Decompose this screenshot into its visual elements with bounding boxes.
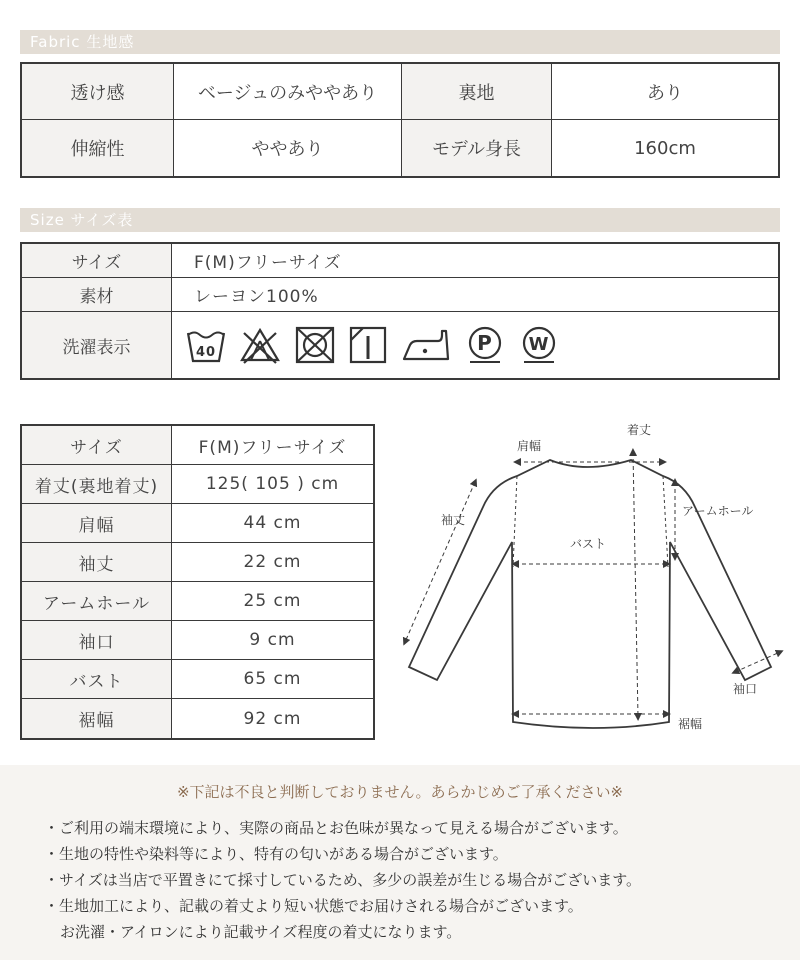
measure-value-bust: 65 cm bbox=[172, 660, 373, 699]
measure-value-hem: 92 cm bbox=[243, 708, 302, 729]
fabric-label-model-height: モデル身長 bbox=[402, 120, 552, 176]
wet-clean-letter: W bbox=[528, 334, 550, 355]
fabric-label-transparency: 透け感 bbox=[22, 64, 174, 120]
fabric-value-lining: あり bbox=[552, 64, 778, 120]
size-section-header: Size サイズ表 bbox=[20, 208, 780, 232]
measure-label-hem: 裾幅 bbox=[22, 699, 172, 738]
size-label: サイズ bbox=[22, 244, 172, 278]
measurement-table bbox=[20, 424, 375, 740]
fabric-value-stretch: ややあり bbox=[174, 120, 402, 176]
measure-label-shoulder: 肩幅 bbox=[22, 504, 172, 543]
care-label: 洗濯表示 bbox=[22, 312, 172, 378]
diagram-label-sleeve: 袖丈 bbox=[441, 513, 466, 527]
size-value: F(M)フリーサイズ bbox=[172, 244, 778, 278]
fabric-table bbox=[20, 62, 780, 178]
garment-diagram bbox=[395, 412, 785, 742]
measure-label-sleeve: 袖丈 bbox=[22, 543, 172, 582]
garment-outline bbox=[409, 460, 771, 728]
notes-list bbox=[44, 815, 641, 945]
diagram-label-shoulder: 肩幅 bbox=[517, 439, 542, 453]
note-item: ・サイズは当店で平置きにて採寸しているため、多少の誤差が生じる場合がございます。 bbox=[44, 871, 642, 889]
diagram-label-cuff: 袖口 bbox=[733, 682, 758, 696]
measure-label-cuff: 袖口 bbox=[22, 621, 172, 660]
line-dry-shade-icon bbox=[348, 325, 388, 365]
note-continuation: お洗濯・アイロンにより記載サイズ程度の着丈になります。 bbox=[60, 923, 462, 941]
notes-heading: ※下記は不良と判断しておりません。あらかじめご了承ください※ bbox=[176, 783, 624, 801]
measure-value-shoulder: 44 cm bbox=[172, 504, 373, 543]
measure-value-cuff: 9 cm bbox=[172, 621, 373, 660]
diagram-label-bust: バスト bbox=[570, 537, 607, 551]
measure-label-bust: バスト bbox=[22, 660, 172, 699]
wash-40-icon bbox=[186, 325, 226, 365]
care-icons-row bbox=[172, 312, 778, 378]
note-item: ・生地加工により、記載の着丈より短い状態でお届けされる場合がございます。 bbox=[44, 897, 583, 915]
diagram-label-armhole: アームホール bbox=[682, 504, 754, 518]
wash-temperature-text: 40 bbox=[195, 345, 217, 360]
measure-value-length: 125( 105 ) cm bbox=[172, 465, 373, 504]
measure-label-length: 着丈(裏地着丈) bbox=[22, 465, 172, 504]
diagram-label-hem: 裾幅 bbox=[678, 717, 703, 731]
note-item: ・生地の特性や染料等により、特有の匂いがある場合がございます。 bbox=[44, 845, 508, 863]
note-item: ・ご利用の端末環境により、実際の商品とお色味が異なって見える場合がございます。 bbox=[44, 819, 628, 837]
dry-clean-p-icon bbox=[464, 325, 506, 365]
fabric-value-model-height: 160cm bbox=[634, 137, 696, 159]
wet-clean-w-icon bbox=[518, 325, 560, 365]
measure-header-value: F(M)フリーサイズ bbox=[172, 426, 373, 465]
material-label: 素材 bbox=[22, 278, 172, 312]
measure-value-armhole: 25 cm bbox=[172, 582, 373, 621]
no-tumble-dry-icon bbox=[294, 325, 336, 365]
iron-low-icon bbox=[400, 325, 452, 365]
measure-value-sleeve: 22 cm bbox=[172, 543, 373, 582]
measure-label-armhole: アームホール bbox=[22, 582, 172, 621]
diagram-label-length: 着丈 bbox=[627, 423, 652, 437]
notes-panel bbox=[0, 765, 800, 960]
dry-clean-letter: P bbox=[477, 331, 493, 355]
fabric-section-header: Fabric 生地感 bbox=[20, 30, 780, 54]
fabric-value-transparency: ベージュのみややあり bbox=[174, 64, 402, 120]
measure-header-label: サイズ bbox=[22, 426, 172, 465]
size-info-table bbox=[20, 242, 780, 380]
fabric-label-stretch: 伸縮性 bbox=[22, 120, 174, 176]
no-bleach-icon bbox=[238, 325, 282, 365]
material-value: レーヨン100% bbox=[172, 278, 778, 312]
fabric-label-lining: 裏地 bbox=[402, 64, 552, 120]
